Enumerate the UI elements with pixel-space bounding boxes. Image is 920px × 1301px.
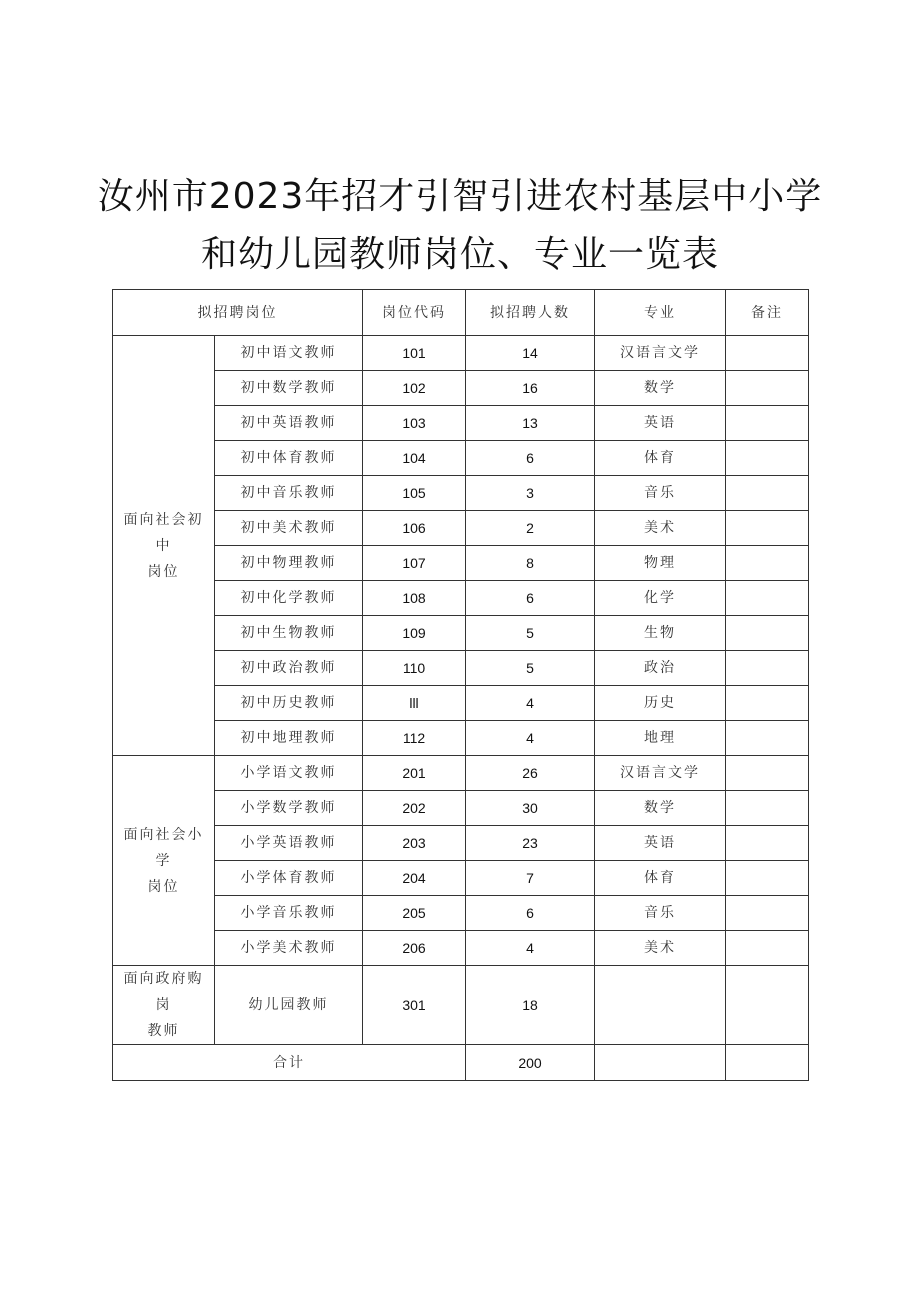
header-major: 专业 — [595, 290, 726, 336]
code-cell: 105 — [363, 476, 466, 511]
group-label-line1: 面向社会初中 — [123, 511, 204, 554]
post-cell: 小学数学教师 — [215, 791, 363, 826]
table-row — [113, 651, 809, 686]
remark-cell — [726, 476, 809, 511]
header-remark: 备注 — [726, 290, 809, 336]
remark-cell — [726, 721, 809, 756]
table-row — [113, 371, 809, 406]
major-cell: 美术 — [595, 931, 726, 966]
post-cell: 小学英语教师 — [215, 826, 363, 861]
count-cell: 6 — [466, 896, 595, 931]
table-row — [113, 931, 809, 966]
major-cell — [595, 966, 726, 1045]
major-cell: 体育 — [595, 861, 726, 896]
code-cell: 203 — [363, 826, 466, 861]
remark-cell — [726, 931, 809, 966]
remark-cell — [726, 546, 809, 581]
remark-cell — [726, 651, 809, 686]
major-cell: 物理 — [595, 546, 726, 581]
document-title-line2: 和幼儿园教师岗位、专业一览表 — [200, 234, 719, 275]
post-cell: 初中物理教师 — [215, 546, 363, 581]
group-label-line2: 岗位 — [147, 878, 180, 895]
post-cell: 初中历史教师 — [215, 686, 363, 721]
table-row — [113, 581, 809, 616]
post-cell: 初中英语教师 — [215, 406, 363, 441]
code-cell: 204 — [363, 861, 466, 896]
count-cell: 13 — [466, 406, 595, 441]
major-cell: 汉语言文学 — [595, 756, 726, 791]
code-cell: 205 — [363, 896, 466, 931]
total-count: 200 — [466, 1045, 595, 1081]
post-cell: 初中政治教师 — [215, 651, 363, 686]
header-position: 拟招聘岗位 — [113, 290, 363, 336]
code-cell: 110 — [363, 651, 466, 686]
count-cell: 2 — [466, 511, 595, 546]
remark-cell — [726, 826, 809, 861]
table-row — [113, 966, 809, 1045]
table-row — [113, 896, 809, 931]
major-cell: 数学 — [595, 791, 726, 826]
code-cell: 112 — [363, 721, 466, 756]
post-cell: 小学体育教师 — [215, 861, 363, 896]
total-remark-cell — [726, 1045, 809, 1081]
count-cell: 5 — [466, 616, 595, 651]
count-cell: 18 — [466, 966, 595, 1045]
major-cell: 生物 — [595, 616, 726, 651]
table-row — [113, 721, 809, 756]
post-cell: 初中体育教师 — [215, 441, 363, 476]
count-cell: 16 — [466, 371, 595, 406]
table-row — [113, 336, 809, 371]
post-cell: 小学语文教师 — [215, 756, 363, 791]
major-cell: 美术 — [595, 511, 726, 546]
table-row — [113, 756, 809, 791]
table-row — [113, 546, 809, 581]
major-cell: 音乐 — [595, 476, 726, 511]
post-cell: 初中化学教师 — [215, 581, 363, 616]
remark-cell — [726, 896, 809, 931]
post-cell: 初中语文教师 — [215, 336, 363, 371]
count-cell: 26 — [466, 756, 595, 791]
total-major-cell — [595, 1045, 726, 1081]
remark-cell — [726, 406, 809, 441]
count-cell: 5 — [466, 651, 595, 686]
major-cell: 化学 — [595, 581, 726, 616]
table-row — [113, 511, 809, 546]
document-title-line1: 汝州市2023年招才引智引进农村基层中小学 — [97, 176, 823, 217]
remark-cell — [726, 686, 809, 721]
table-row — [113, 616, 809, 651]
count-cell: 6 — [466, 581, 595, 616]
code-cell: 101 — [363, 336, 466, 371]
count-cell: 6 — [466, 441, 595, 476]
group-label — [113, 336, 215, 756]
remark-cell — [726, 336, 809, 371]
post-cell: 初中美术教师 — [215, 511, 363, 546]
table-row — [113, 861, 809, 896]
remark-cell — [726, 511, 809, 546]
total-row — [113, 1045, 809, 1081]
major-cell: 英语 — [595, 826, 726, 861]
post-cell: 初中音乐教师 — [215, 476, 363, 511]
code-cell: 102 — [363, 371, 466, 406]
header-count: 拟招聘人数 — [466, 290, 595, 336]
remark-cell — [726, 581, 809, 616]
code-cell: 104 — [363, 441, 466, 476]
major-cell: 汉语言文学 — [595, 336, 726, 371]
post-cell: 初中地理教师 — [215, 721, 363, 756]
count-cell: 30 — [466, 791, 595, 826]
remark-cell — [726, 441, 809, 476]
group-label — [113, 756, 215, 966]
remark-cell — [726, 756, 809, 791]
table-row — [113, 791, 809, 826]
count-cell: 3 — [466, 476, 595, 511]
major-cell: 音乐 — [595, 896, 726, 931]
post-cell: 小学美术教师 — [215, 931, 363, 966]
major-cell: 数学 — [595, 371, 726, 406]
group-label-line2: 教师 — [147, 1023, 180, 1039]
header-code: 岗位代码 — [363, 290, 466, 336]
major-cell: 政治 — [595, 651, 726, 686]
code-cell: 301 — [363, 966, 466, 1045]
code-cell: 109 — [363, 616, 466, 651]
total-label: 合计 — [113, 1045, 466, 1081]
count-cell: 4 — [466, 931, 595, 966]
post-cell: 小学音乐教师 — [215, 896, 363, 931]
code-cell: 206 — [363, 931, 466, 966]
group-label — [113, 966, 215, 1045]
major-cell: 地理 — [595, 721, 726, 756]
count-cell: 4 — [466, 686, 595, 721]
table-header-row — [113, 290, 809, 336]
major-cell: 历史 — [595, 686, 726, 721]
code-cell: 107 — [363, 546, 466, 581]
post-cell: 初中数学教师 — [215, 371, 363, 406]
table-row — [113, 686, 809, 721]
group-label-line2: 岗位 — [147, 563, 180, 580]
major-cell: 体育 — [595, 441, 726, 476]
remark-cell — [726, 371, 809, 406]
table-row — [113, 406, 809, 441]
table-row — [113, 441, 809, 476]
count-cell: 4 — [466, 721, 595, 756]
count-cell: 8 — [466, 546, 595, 581]
count-cell: 14 — [466, 336, 595, 371]
code-cell: 103 — [363, 406, 466, 441]
recruitment-table — [112, 289, 809, 1081]
code-cell: 202 — [363, 791, 466, 826]
code-cell: 108 — [363, 581, 466, 616]
code-cell: lll — [363, 686, 466, 721]
count-cell: 23 — [466, 826, 595, 861]
remark-cell — [726, 791, 809, 826]
group-label-line1: 面向社会小学 — [123, 826, 204, 869]
remark-cell — [726, 966, 809, 1045]
count-cell: 7 — [466, 861, 595, 896]
group-label-line1: 面向政府购岗 — [123, 971, 204, 1013]
remark-cell — [726, 616, 809, 651]
post-cell: 初中生物教师 — [215, 616, 363, 651]
table-row — [113, 826, 809, 861]
code-cell: 106 — [363, 511, 466, 546]
code-cell: 201 — [363, 756, 466, 791]
post-cell: 幼儿园教师 — [215, 966, 363, 1045]
remark-cell — [726, 861, 809, 896]
major-cell: 英语 — [595, 406, 726, 441]
table-row — [113, 476, 809, 511]
